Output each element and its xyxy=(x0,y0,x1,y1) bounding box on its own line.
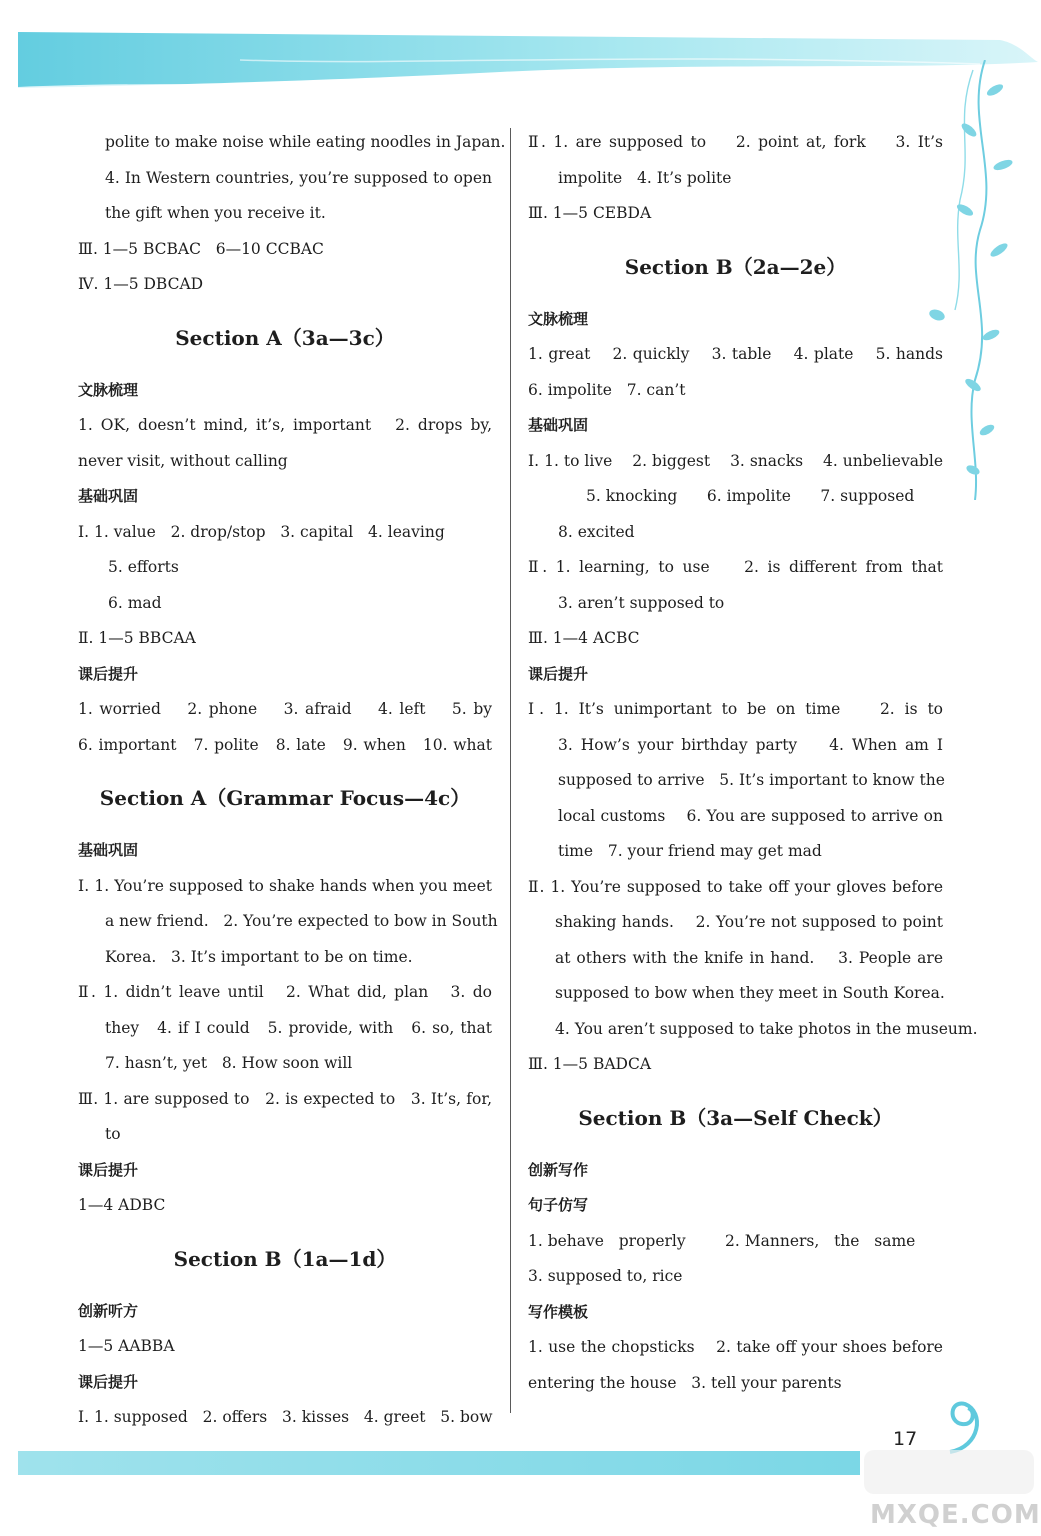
answer-line: Ⅱ. 1. didn’t leave until 2. What did, plan 3. do xyxy=(78,983,492,1001)
answer-line: 1. worried 2. phone 3. afraid 4. left 5. by xyxy=(78,700,492,718)
subsection-heading: 课后提升 xyxy=(528,664,589,683)
answer-line: Ⅲ. 1—4 ACBC xyxy=(528,629,640,647)
answer-line: they 4. if I could 5. provide, with 6. so, that xyxy=(105,1018,492,1037)
answer-line: Ⅲ. 1—5 BCBAC 6—10 CCBAC xyxy=(78,239,324,258)
answer-line: Ⅲ. 1. are supposed to 2. is expected to 3. It’s, for, xyxy=(78,1089,492,1108)
answer-line: supposed to bow when they meet in South Korea. xyxy=(555,984,945,1002)
answer-line: Ⅱ. 1. are supposed to 2. point at, fork 3. It’s xyxy=(528,133,943,151)
answer-line: Ⅰ. 1. You’re supposed to shake hands when you meet xyxy=(78,876,492,895)
subsection-heading: 写作模板 xyxy=(528,1302,589,1321)
subsection-heading: 创新写作 xyxy=(528,1160,589,1179)
answer-line: Ⅳ. 1—5 DBCAD xyxy=(78,275,204,293)
subsection-heading: 文脉梳理 xyxy=(528,309,589,328)
answer-line: 5. knocking 6. impolite 7. supposed xyxy=(586,487,915,505)
section-title: Section A（Grammar Focus—4c） xyxy=(99,786,471,810)
watermark-text: MXQE.COM xyxy=(870,1500,1041,1530)
subsection-heading: 文脉梳理 xyxy=(78,380,139,399)
footer-bar xyxy=(18,1451,860,1475)
section-title: Section B（2a—2e） xyxy=(624,254,847,279)
answer-line: at others with the knife in hand. 3. People are xyxy=(555,948,943,967)
answer-line: Ⅰ. 1. value 2. drop/stop 3. capital 4. leaving xyxy=(78,522,445,541)
answer-line: supposed to arrive 5. It’s important to know the xyxy=(558,771,945,789)
answer-line: 7. hasn’t, yet 8. How soon will xyxy=(105,1054,353,1072)
answer-line: 1. OK, doesn’t mind, it’s, important 2. drops by, xyxy=(78,416,492,434)
answer-line: 6. impolite 7. can’t xyxy=(528,380,686,399)
answer-line: Ⅱ. 1. You’re supposed to take off your gloves before xyxy=(528,877,943,896)
section-title: Section A（3a—3c） xyxy=(175,325,395,350)
answer-line: 5. efforts xyxy=(108,558,179,576)
answer-line: impolite 4. It’s polite xyxy=(558,168,732,187)
answer-line: the gift when you receive it. xyxy=(105,204,326,222)
answer-line: entering the house 3. tell your parents xyxy=(528,1373,842,1392)
left-column xyxy=(78,125,506,1436)
section-title: Section B（1a—1d） xyxy=(173,1246,397,1271)
subsection-heading: 课后提升 xyxy=(78,1160,139,1179)
answer-line: 1—5 AABBA xyxy=(78,1337,175,1355)
answer-line: 3. supposed to, rice xyxy=(528,1267,683,1285)
section-title: Section B（3a—Self Check） xyxy=(578,1105,893,1130)
answer-line: Ⅱ. 1—5 BBCAA xyxy=(78,629,196,647)
answer-line: Ⅲ. 1—5 CEBDA xyxy=(528,204,652,222)
answer-line: Korea. 3. It’s important to be on time. xyxy=(105,947,413,966)
answer-line: shaking hands. 2. You’re not supposed to point xyxy=(555,913,943,931)
answer-line: local customs 6. You are supposed to arrive on xyxy=(558,806,943,825)
answer-line: Ⅰ. 1. It’s unimportant to be on time 2. is to xyxy=(528,700,943,718)
answer-line: Ⅰ. 1. to live 2. biggest 3. snacks 4. unbelievable xyxy=(528,451,943,470)
top-banner-decoration xyxy=(0,0,1041,130)
subsection-heading: 基础巩固 xyxy=(528,416,589,434)
subsection-heading: 基础巩固 xyxy=(78,841,139,859)
subsection-heading: 句子仿写 xyxy=(528,1196,589,1214)
page-number: 17 xyxy=(893,1428,918,1450)
answer-line: 1—4 ADBC xyxy=(78,1196,166,1214)
subsection-heading: 基础巩固 xyxy=(78,487,139,505)
answer-line: 6. mad xyxy=(108,593,162,612)
answer-line: Ⅰ. 1. supposed 2. offers 3. kisses 4. greet 5. bow xyxy=(78,1408,493,1426)
answer-line: 6. important 7. polite 8. late 9. when 10. what xyxy=(78,735,492,754)
answer-line: to xyxy=(105,1125,121,1143)
answer-line: a new friend. 2. You’re expected to bow in South xyxy=(105,912,498,930)
answer-line: time 7. your friend may get mad xyxy=(558,842,822,860)
answer-line: never visit, without calling xyxy=(78,451,288,470)
answer-line: 1. use the chopsticks 2. take off your shoes before xyxy=(528,1338,943,1356)
column-divider xyxy=(510,128,511,1413)
answer-line: 8. excited xyxy=(558,522,635,541)
answer-line: polite to make noise while eating noodles in Japan. xyxy=(105,133,506,151)
subsection-heading: 课后提升 xyxy=(78,664,139,683)
answer-line: 3. aren’t supposed to xyxy=(558,593,725,612)
answer-line: 4. In Western countries, you’re supposed to open xyxy=(105,168,492,187)
answer-line: Ⅲ. 1—5 BADCA xyxy=(528,1055,652,1073)
subsection-heading: 课后提升 xyxy=(78,1372,139,1391)
answer-line: Ⅱ. 1. learning, to use 2. is different from that xyxy=(528,558,943,576)
answer-line: 1. great 2. quickly 3. table 4. plate 5. hands xyxy=(528,345,943,363)
subsection-heading: 创新听方 xyxy=(78,1301,139,1320)
right-column xyxy=(528,125,978,1401)
answer-line: 3. How’s your birthday party 4. When am I xyxy=(558,735,943,754)
answer-line: 4. You aren’t supposed to take photos in the museum. xyxy=(555,1019,978,1038)
answer-line: 1. behave properly 2. Manners, the same xyxy=(528,1231,916,1250)
